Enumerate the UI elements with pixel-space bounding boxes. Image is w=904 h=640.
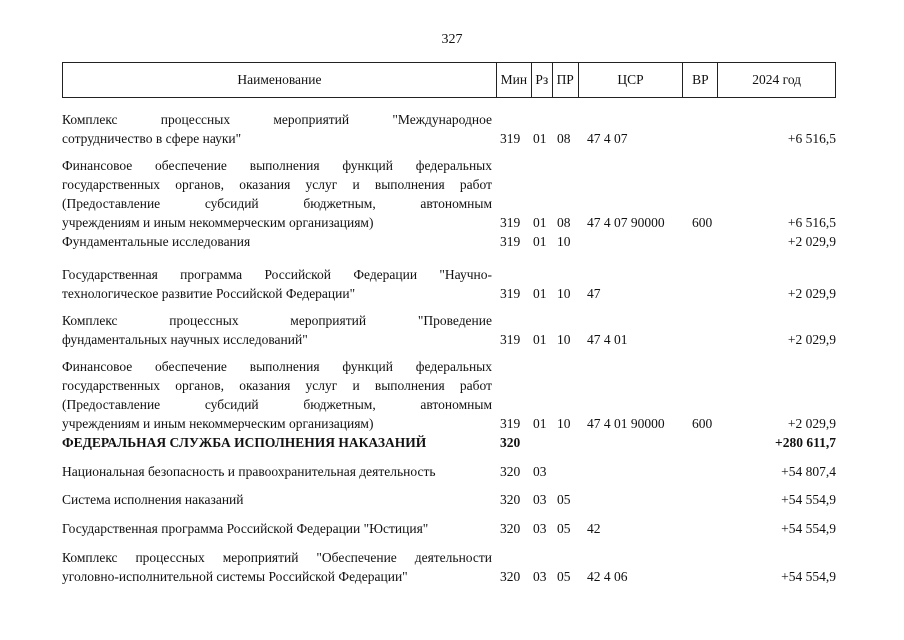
row-csr: 47 4 07 90000 [587, 215, 665, 230]
row-rz: 01 [533, 332, 547, 347]
row-rz: 03 [533, 521, 547, 536]
row-rz: 01 [533, 234, 547, 249]
row-name [62, 311, 492, 349]
row-value: +2 029,9 [787, 234, 836, 249]
row-value: +54 554,9 [781, 492, 836, 507]
row-name-line: (Предоставление субсидий бюджетным, автономным [62, 397, 492, 412]
row-name-line: Фундаментальные исследования [62, 234, 251, 249]
row-rz: 03 [533, 464, 547, 479]
row-pr: 10 [557, 234, 571, 249]
row-csr: 42 [587, 521, 601, 536]
row-min: 319 [500, 234, 521, 249]
row-name-line: фундаментальных научных исследований" [62, 332, 308, 347]
row-min: 320 [500, 464, 521, 479]
row-name [62, 232, 492, 251]
table-row [62, 548, 836, 586]
row-csr: 42 4 06 [587, 569, 628, 584]
row-value: +2 029,9 [787, 286, 836, 301]
row-min: 319 [500, 332, 521, 347]
row-name-line: сотрудничество в сфере науки" [62, 131, 242, 146]
table-row [62, 156, 836, 232]
table-row [62, 433, 836, 452]
row-rz: 01 [533, 416, 547, 431]
row-name-line: Государственная программа Российской Федерации "Юстиция" [62, 521, 429, 536]
row-name [62, 110, 492, 148]
row-value: +6 516,5 [787, 131, 836, 146]
table-row [62, 490, 836, 509]
row-value: +2 029,9 [787, 416, 836, 431]
row-csr: 47 [587, 286, 601, 301]
row-min: 320 [500, 492, 521, 507]
row-pr: 10 [557, 286, 571, 301]
row-name [62, 265, 492, 303]
row-value: +54 807,4 [781, 464, 836, 479]
header-year: 2024 год [717, 63, 835, 97]
row-rz: 01 [533, 131, 547, 146]
row-name-line: Комплекс процессных мероприятий "Международное [62, 112, 492, 127]
row-min: 320 [500, 521, 521, 536]
table-row [62, 462, 836, 481]
row-pr: 05 [557, 521, 571, 536]
table-row [62, 232, 836, 251]
row-pr: 05 [557, 492, 571, 507]
row-rz: 03 [533, 569, 547, 584]
row-name [62, 548, 492, 586]
row-min: 319 [500, 286, 521, 301]
row-min: 319 [500, 131, 521, 146]
row-name-line: уголовно-исполнительной системы Российской Федерации" [62, 569, 408, 584]
row-csr: 47 4 01 [587, 332, 628, 347]
row-name-line: Комплекс процессных мероприятий "Проведение [62, 313, 492, 328]
header-vr: ВР [682, 63, 717, 97]
table-row [62, 265, 836, 303]
row-name-line: Государственная программа Российской Федерации "Научно- [62, 267, 492, 282]
table-row [62, 357, 836, 433]
row-name-line: государственных органов, оказания услуг и выполнения работ [62, 177, 492, 192]
header-name: Наименование [237, 72, 322, 87]
row-rz: 03 [533, 492, 547, 507]
row-min: 320 [500, 569, 521, 584]
table-row [62, 110, 836, 148]
row-name-line: учреждениям и иным некоммерческим организациям) [62, 215, 374, 230]
row-name [62, 519, 492, 538]
row-value: +54 554,9 [781, 569, 836, 584]
row-name-line: ФЕДЕРАЛЬНАЯ СЛУЖБА ИСПОЛНЕНИЯ НАКАЗАНИЙ [62, 435, 427, 450]
row-name [62, 462, 492, 481]
row-rz: 01 [533, 286, 547, 301]
row-name [62, 490, 492, 509]
page-number: 327 [441, 32, 463, 47]
row-pr: 10 [557, 332, 571, 347]
row-rz: 01 [533, 215, 547, 230]
row-vr: 600 [692, 416, 713, 431]
row-name-line: технологическое развитие Российской Федерации" [62, 286, 356, 301]
row-pr: 08 [557, 215, 571, 230]
table-row [62, 311, 836, 349]
header-pr: ПР [552, 63, 578, 97]
row-vr: 600 [692, 215, 713, 230]
row-name-line: Комплекс процессных мероприятий "Обеспечение деятельности [62, 550, 492, 565]
row-pr: 10 [557, 416, 571, 431]
row-min: 319 [500, 416, 521, 431]
row-pr: 08 [557, 131, 571, 146]
row-name-line: Финансовое обеспечение выполнения функций федеральных [62, 359, 492, 374]
table-row [62, 519, 836, 538]
row-value: +54 554,9 [781, 521, 836, 536]
row-name [62, 357, 492, 433]
row-name-line: учреждениям и иным некоммерческим организациям) [62, 416, 374, 431]
row-csr: 47 4 01 90000 [587, 416, 665, 431]
row-name-line: Система исполнения наказаний [62, 492, 244, 507]
row-value: +280 611,7 [775, 435, 836, 450]
header-rz: Рз [531, 63, 552, 97]
row-name [62, 156, 492, 232]
row-csr: 47 4 07 [587, 131, 628, 146]
row-pr: 05 [557, 569, 571, 584]
row-min: 320 [500, 435, 521, 450]
header-csr: ЦСР [578, 63, 683, 97]
header-min: Мин [496, 63, 531, 97]
row-name-line: (Предоставление субсидий бюджетным, автономным [62, 196, 492, 211]
table-header [62, 62, 836, 98]
row-name-line: Финансовое обеспечение выполнения функций федеральных [62, 158, 492, 173]
row-value: +2 029,9 [787, 332, 836, 347]
row-name [62, 433, 492, 452]
row-value: +6 516,5 [787, 215, 836, 230]
row-name-line: Национальная безопасность и правоохранительная деятельность [62, 464, 436, 479]
row-name-line: государственных органов, оказания услуг и выполнения работ [62, 378, 492, 393]
row-min: 319 [500, 215, 521, 230]
